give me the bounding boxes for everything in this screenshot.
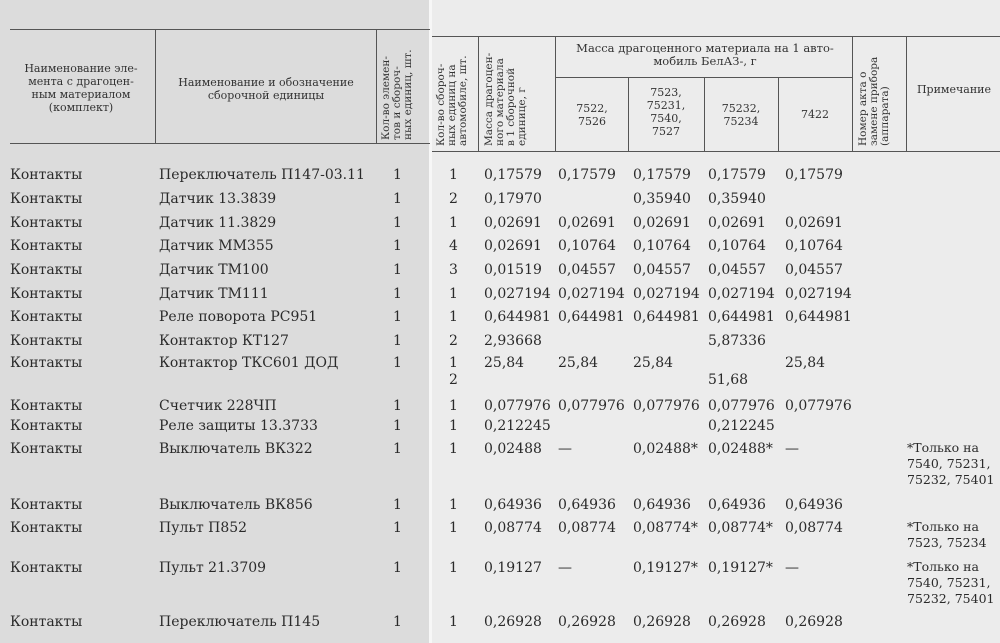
- cell-mass-7522: 0,17579: [558, 167, 616, 183]
- cell-assembly: Переключатель П147-03.11: [159, 167, 365, 183]
- cell-mass-7522: 0,02691: [558, 215, 616, 231]
- cell-assembly: Датчик 13.3839: [159, 191, 277, 207]
- header-note: Примечание: [916, 83, 992, 96]
- cell-mass-unit: 2,93668: [484, 333, 542, 349]
- cell-mass-7522: 0,26928: [558, 614, 616, 630]
- header-qty-elements: Кол-во элемен- тов и сбороч- ных единиц, шт.: [380, 49, 414, 140]
- cell-mass-7522: —: [558, 441, 572, 457]
- cell-qty-elements: 1: [393, 286, 402, 302]
- cell-assembly: Реле защиты 13.3733: [159, 418, 318, 434]
- cell-mass-unit: 0,077976: [484, 398, 551, 414]
- cell-mass-75232: 0,04557: [708, 262, 766, 278]
- cell-assembly: Выключатель ВК856: [159, 497, 313, 513]
- cell-mass-7422: 0,02691: [785, 215, 843, 231]
- cell-qty-elements: 1: [393, 418, 402, 434]
- header-qty-units: Кол-во сбороч- ных единиц на автомобиле, шт.: [435, 55, 469, 146]
- cell-mass-unit: 0,17579: [484, 167, 542, 183]
- cell-mass-7422: 0,26928: [785, 614, 843, 630]
- cell-mass-unit: 0,08774: [484, 520, 542, 536]
- cell-mass-unit: 0,02691: [484, 215, 542, 231]
- cell-mass-75232: 0,077976: [708, 398, 775, 414]
- cell-mass-75232: 0,02488*: [708, 441, 773, 457]
- cell-qty-units: 1: [449, 309, 458, 325]
- header-model-75232: 75232, 75234: [721, 102, 761, 128]
- cell-element: Контакты: [10, 191, 83, 207]
- cell-mass-75232: 0,19127*: [708, 560, 773, 576]
- cell-qty-units-2: 2: [449, 372, 458, 388]
- cell-mass-75232: 0,17579: [708, 167, 766, 183]
- header-bottom-rule-left: [10, 143, 430, 144]
- cell-mass-75232: 0,10764: [708, 238, 766, 254]
- cell-mass-unit: 0,01519: [484, 262, 542, 278]
- cell-assembly: Датчик ММ355: [159, 238, 274, 254]
- cell-qty-units: 2: [449, 333, 458, 349]
- cell-element: Контакты: [10, 333, 83, 349]
- cell-qty-elements: 1: [393, 520, 402, 536]
- cell-qty-units: 1: [449, 215, 458, 231]
- cell-mass-unit: 0,19127: [484, 560, 542, 576]
- cell-mass-7523: 0,027194: [633, 286, 700, 302]
- cell-qty-elements: 1: [393, 614, 402, 630]
- cell-qty-units: 1: [449, 520, 458, 536]
- cell-mass-7522: 0,64936: [558, 497, 616, 513]
- cell-assembly: Пульт П852: [159, 520, 248, 536]
- cell-mass-7422: 0,10764: [785, 238, 843, 254]
- cell-mass-7523: 0,08774*: [633, 520, 698, 536]
- cell-qty-elements: 1: [393, 215, 402, 231]
- cell-element: Контакты: [10, 355, 83, 371]
- cell-qty-units: 1: [449, 355, 458, 371]
- cell-qty-elements: 1: [393, 355, 402, 371]
- cell-mass-7523: 0,04557: [633, 262, 691, 278]
- cell-qty-units: 1: [449, 497, 458, 513]
- cell-mass-75232: 0,64936: [708, 497, 766, 513]
- cell-mass-unit: 0,64936: [484, 497, 542, 513]
- header-top-rule-right: [432, 36, 1000, 37]
- cell-mass-75232: 5,87336: [708, 333, 766, 349]
- cell-mass-7523: 0,17579: [633, 167, 691, 183]
- header-mass-unit: Масса драгоцен- ного материала в 1 сборочной единице, г: [483, 52, 528, 146]
- cell-mass-7422: 0,64936: [785, 497, 843, 513]
- cell-mass-75232: 0,027194: [708, 286, 775, 302]
- cell-assembly: Пульт 21.3709: [159, 560, 267, 576]
- col-divider-6: [704, 77, 705, 151]
- cell-mass-unit: 0,02691: [484, 238, 542, 254]
- cell-element: Контакты: [10, 238, 83, 254]
- header-act-number: Номер акта о замене прибора (аппарата): [857, 56, 891, 146]
- cell-qty-elements: 1: [393, 191, 402, 207]
- cell-element: Контакты: [10, 441, 83, 457]
- col-divider-1: [155, 29, 156, 143]
- cell-mass-75232: 0,08774*: [708, 520, 773, 536]
- cell-mass-7522: 25,84: [558, 355, 599, 371]
- cell-element: Контакты: [10, 262, 83, 278]
- cell-qty-units: 1: [449, 418, 458, 434]
- cell-element: Контакты: [10, 286, 83, 302]
- cell-mass-7522: 0,08774: [558, 520, 616, 536]
- cell-assembly: Счетчик 228ЧП: [159, 398, 277, 414]
- header-model-7523: 7523, 75231, 7540, 7527: [646, 86, 686, 138]
- cell-element: Контакты: [10, 614, 83, 630]
- cell-mass-unit: 0,17970: [484, 191, 542, 207]
- cell-assembly: Выключатель ВК322: [159, 441, 313, 457]
- cell-qty-units: 1: [449, 560, 458, 576]
- cell-mass-7523: 0,02691: [633, 215, 691, 231]
- cell-mass-7422: 0,17579: [785, 167, 843, 183]
- cell-assembly: Контактор ТКС601 ДОД: [159, 355, 339, 371]
- cell-mass-7522: 0,077976: [558, 398, 625, 414]
- cell-mass-7422: 0,08774: [785, 520, 843, 536]
- cell-element: Контакты: [10, 560, 83, 576]
- cell-element: Контакты: [10, 497, 83, 513]
- cell-note: *Только на 7540, 75231, 75232, 75401: [907, 440, 995, 487]
- cell-mass-7523: 0,10764: [633, 238, 691, 254]
- header-assembly: Наименование и обозначение сборочной единицы: [178, 76, 354, 102]
- cell-assembly: Переключатель П145: [159, 614, 321, 630]
- header-top-rule-left: [10, 29, 430, 30]
- cell-mass-7422: 0,644981: [785, 309, 852, 325]
- cell-mass-7522: 0,04557: [558, 262, 616, 278]
- cell-qty-units: 1: [449, 167, 458, 183]
- cell-element: Контакты: [10, 520, 83, 536]
- cell-qty-elements: 1: [393, 238, 402, 254]
- cell-element: Контакты: [10, 398, 83, 414]
- cell-qty-elements: 1: [393, 560, 402, 576]
- cell-mass-unit: 0,02488: [484, 441, 542, 457]
- header-model-7522: 7522, 7526: [576, 102, 608, 128]
- cell-qty-elements: 1: [393, 309, 402, 325]
- cell-qty-units: 1: [449, 398, 458, 414]
- col-divider-4: [555, 36, 556, 151]
- cell-qty-units: 1: [449, 286, 458, 302]
- cell-mass-75232: 0,35940: [708, 191, 766, 207]
- cell-mass-75232: 0,02691: [708, 215, 766, 231]
- cell-mass-7422: —: [785, 441, 799, 457]
- cell-mass-7422: 0,04557: [785, 262, 843, 278]
- cell-element: Контакты: [10, 418, 83, 434]
- cell-mass-7522: 0,027194: [558, 286, 625, 302]
- cell-assembly: Датчик ТМ100: [159, 262, 269, 278]
- cell-mass-7522: —: [558, 560, 572, 576]
- cell-note: *Только на 7540, 75231, 75232, 75401: [907, 559, 995, 606]
- cell-mass-7422: —: [785, 560, 799, 576]
- cell-mass-7523: 0,19127*: [633, 560, 698, 576]
- cell-qty-units: 4: [449, 238, 458, 254]
- cell-element: Контакты: [10, 167, 83, 183]
- cell-qty-elements: 1: [393, 441, 402, 457]
- cell-mass-75232: 0,644981: [708, 309, 775, 325]
- page-gutter: [429, 0, 432, 643]
- cell-assembly: Датчик ТМ111: [159, 286, 269, 302]
- cell-qty-units: 3: [449, 262, 458, 278]
- col-divider-9: [906, 36, 907, 151]
- cell-qty-elements: 1: [393, 262, 402, 278]
- col-divider-7: [778, 77, 779, 151]
- cell-mass-7422: 0,077976: [785, 398, 852, 414]
- cell-mass-unit: 0,26928: [484, 614, 542, 630]
- cell-mass-unit: 0,027194: [484, 286, 551, 302]
- cell-mass-7523: 0,644981: [633, 309, 700, 325]
- cell-mass-7522: 0,644981: [558, 309, 625, 325]
- cell-qty-elements: 1: [393, 398, 402, 414]
- cell-qty-units: 2: [449, 191, 458, 207]
- cell-element: Контакты: [10, 309, 83, 325]
- cell-mass-7523: 0,35940: [633, 191, 691, 207]
- cell-qty-elements: 1: [393, 167, 402, 183]
- cell-mass-7523: 0,077976: [633, 398, 700, 414]
- header-mass-group: Масса драгоценного материала на 1 авто- мобиль БелАЗ-, г: [576, 41, 834, 68]
- col-divider-2: [376, 29, 377, 143]
- cell-mass-7522: 0,10764: [558, 238, 616, 254]
- header-bottom-rule-right: [432, 151, 1000, 152]
- cell-qty-elements: 1: [393, 333, 402, 349]
- cell-assembly: Датчик 11.3829: [159, 215, 277, 231]
- cell-mass-7422: 0,027194: [785, 286, 852, 302]
- cell-qty-units: 1: [449, 441, 458, 457]
- cell-element: Контакты: [10, 215, 83, 231]
- col-divider-5: [628, 77, 629, 151]
- cell-assembly: Реле поворота РС951: [159, 309, 318, 325]
- header-model-7422: 7422: [801, 108, 829, 121]
- cell-mass-7523: 0,26928: [633, 614, 691, 630]
- cell-mass-unit: 25,84: [484, 355, 525, 371]
- cell-mass-7523: 0,02488*: [633, 441, 698, 457]
- col-divider-3: [478, 36, 479, 151]
- cell-mass-75232: 0,26928: [708, 614, 766, 630]
- cell-assembly: Контактор КТ127: [159, 333, 289, 349]
- cell-mass-unit: 0,212245: [484, 418, 551, 434]
- col-divider-8: [852, 36, 853, 151]
- header-element: Наименование эле- мента с драгоцен- ным материалом (комплект): [24, 62, 138, 114]
- cell-mass-75232-2: 51,68: [708, 372, 749, 388]
- cell-qty-units: 1: [449, 614, 458, 630]
- cell-mass-unit: 0,644981: [484, 309, 551, 325]
- cell-qty-elements: 1: [393, 497, 402, 513]
- cell-mass-75232: 0,212245: [708, 418, 775, 434]
- cell-mass-7523: 25,84: [633, 355, 674, 371]
- cell-note: *Только на 7523, 75234: [907, 519, 987, 550]
- cell-mass-7523: 0,64936: [633, 497, 691, 513]
- cell-mass-7422: 25,84: [785, 355, 826, 371]
